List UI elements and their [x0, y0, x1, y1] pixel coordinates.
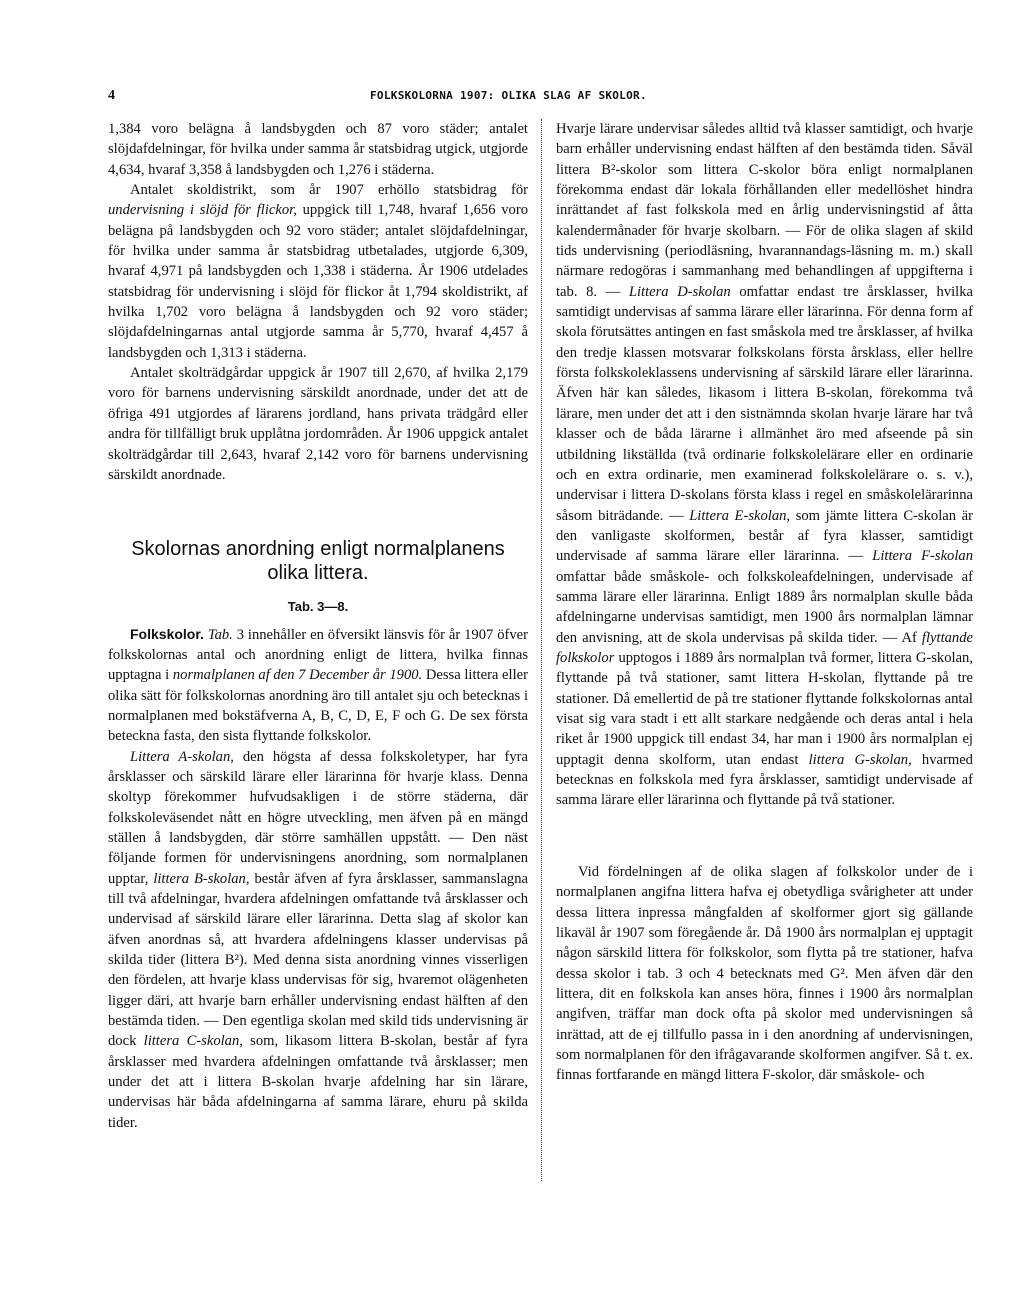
italic-text: Littera E-skolan,: [689, 507, 791, 524]
paragraph: 1,384 voro belägna å landsbygden och 87 voro städer; antalet slöjdafdelningar, för hvilka under samma år statsbidrag utgick, utgjorde 4,634, hvaraf 3,358 å landsbygden och 1,276 i städerna.: [108, 121, 528, 178]
text-run: omfattar både småskole- och folkskoleafdelningen, undervisade af samma lärare eller lärarinna. Enligt 1889 års normalplan skulle båda afdelningarne undervisas samtidigt, men 1900 års normalplan lämnar den anvisning, att de skola undervisas på skilda tider. — Af: [556, 568, 973, 646]
italic-text: littera B-skolan,: [153, 870, 250, 887]
text-run: den högsta af dessa folkskoletyper, har fyra årsklasser och särskild lärare eller lärarinna för hvarje klass. Denna skoltyp förekommer hufvudsakligen i de större städerna, där folkskoleväsendet nått en högre utveckling, men äfven på en mängd ställen å landsbygden, där större samhällen uppstått. — Den näst följande formen för undervisningens anordning, som normalplanen upptar,: [108, 748, 528, 887]
paragraph: [108, 180, 528, 363]
text-run: uppgick till 1,748, hvaraf 1,656 voro belägna på landsbygden och 92 voro städer; antalet slöjdafdelningar, för hvilka under samma år statsbidrag utbetalades, utgjorde 6,309, hvaraf 4,971 på landsbygden och 1,338 i städerna. År 1906 utdelades statsbidrag för undervisning i slöjd för flickor åt 1,794 skoldistrikt, af hvilka 1,702 voro belägna å landsbygden och 92 voro städer; slöjdafdelningarnas antal utgjorde samma år 5,770, hvaraf 4,457 å landsbygden och 1,313 i städerna.: [108, 202, 529, 361]
column-divider: [541, 119, 542, 1181]
text-run: 3 innehåller en öfversikt länsvis för år 1907 öfver folkskolornas antal och anordning enligt de littera, hvilka finnas upptagna i: [108, 626, 528, 684]
right-column-bottom: [556, 862, 973, 1086]
run-in-heading: Folkskolor.: [130, 625, 204, 642]
text-run: består äfven af fyra årsklasser, sammanslagna till två afdelningar, hvardera afdelningen omfattande två årsklasser och undervisad af särskild lärare eller lärarinna. Detta slag af skolor kan äfven anordnas så, att hvardera afdelningens klasser undervisas på skilda tider (littera B²). Med denna sista anordning vinnes visserligen den fördelen, att hvarje klass undervisas för sig, hvaremot olägenheten ligger däri, att hvarje barn erhåller undervisning endast hälften af den bestämda tiden. — Den egentliga skolan med skild tids undervisning är dock: [108, 870, 528, 1050]
text-run: hvarmed betecknas en folkskola med fyra årsklasser, samtidigt undervisade af samma lärare eller lärarinna och flyttande på två stationer.: [556, 751, 973, 809]
text-run: omfattar endast tre årsklasser, hvilka samtidigt undervisas af samma lärare eller lärarinna. För denna form af skola förutsättes antingen en fast småskola med tre årsklasser, af hvilka den tredje klassen motsvarar folkskolans första årsklass, eller hellre första folkskoleklassens undervisning af särskild lärare eller lärarinna. Äfven här kan således, likasom i littera B-skolan, förekomma två lärare, men under det att i den sistnämnda skolan hvarje lärare har två klasser och de båda lärarne i allmänhet äro med afseende på sin utbildning likställda (två ordinarie folkskolelärare eller en ordinarie och en extra ordinarie, men examinerad folkskolelärare o. s. v.), undervisar i littera D-skolans första klass i regel en småskolelärarinna såsom biträdande. —: [556, 283, 974, 524]
paragraph: [108, 747, 528, 1134]
paragraph: [556, 119, 973, 811]
paragraph: Vid fördelningen af de olika slagen af folkskolor under de i normalplanen angifna littera hafva ej obetydliga svårigheter att under dessa littera inpressa mångfalden af skolformer gjort sig gällande likaväl år 1907 som föregående år. Då 1900 års normalplan ej upptagit någon särskild littera för folkskolor, som flytta på tre stationer, hafva dessa skolor i tab. 3 och 4 betecknats med G². Men äfven där den littera, dit en folkskola kan anses höra, finnes i 1900 års normalplan angifven, träffar man dock ofta på skolor med undervisningen så inrättad, att de ej tillfullo passa in i den anordning af undervisningen, som normalplanen för den ifrågavarande skolformen angifver. Så t. ex. finnas fortfarande en mängd littera F-skolor, där småskole- och: [556, 864, 973, 1084]
italic-text: littera C-skolan,: [143, 1033, 243, 1050]
text-run: som, likasom littera B-skolan, består af fyra årsklasser med hvardera afdelningen omfattande två årsklasser; men under det att i littera B-skolan hvarje afdelning har sin lärare, undervisas här båda afdelningarna af samma lärare, ehuru på skilda tider.: [108, 1033, 528, 1131]
italic-text: flyttande folkskolor: [556, 629, 973, 666]
text-run: Dessa littera eller olika sätt för folkskolornas anordning äro till antalet sju och betecknas i normalplanen med bokstäfverna A, B, C, D, E, F och G. De sex första beteckna fasta, den sista flyttande folkskolor.: [108, 667, 528, 745]
text-run: Hvarje lärare undervisar således alltid två klasser samtidigt, och hvarje barn erhåller undervisning endast hälften af den bestämda tiden. Såväl littera B²-skolor som littera C-skolor böra enligt normalplanen förekomma endast där lokala förhållanden eller medellöshet hindra inrättandet af fast folkskola med en årlig undervisningstid af åtta kalendermånader för hvarje skolbarn. — För de olika slagen af skild tids undervisning (periodläsning, hvarannandags-läsning m. m.) skall närmare redogöras i sammanhang med behandlingen af uppgifterna i tab. 8. —: [556, 121, 973, 300]
italic-text: undervisning i slöjd för flickor,: [108, 202, 297, 219]
section-heading: Skolornas anordning enligt normalplanens olika littera.: [131, 538, 505, 585]
page-number: 4: [108, 88, 115, 103]
italic-text: Littera D-skolan: [628, 283, 731, 300]
italic-text: littera G-skolan,: [808, 751, 912, 768]
paragraph: Antalet skolträdgårdar uppgick år 1907 till 2,670, af hvilka 2,179 voro för barnens undervisning särskildt anordnade, under det att de öfriga 491 utgjordes af lärarens jordland, hans privata trädgård eller andra för tillfälligt bruk upplåtna jordområden. År 1906 uppgick antalet skolträdgårdar till 2,643, hvaraf 2,142 voro för barnens undervisning särskildt anordnade.: [108, 365, 528, 483]
left-column: [108, 119, 528, 1133]
italic-text: Tab.: [207, 626, 233, 643]
italic-text: Littera F-skolan: [872, 548, 973, 565]
table-reference: Tab. 3—8.: [287, 599, 349, 615]
right-column-top: [556, 119, 973, 811]
text-run: som jämte littera C-skolan är den vanligaste skolformen, består af fyra klasser, samtidigt undervisade af samma lärare eller lärarinna. —: [556, 507, 973, 565]
page-header: [108, 88, 928, 108]
paragraph: [108, 624, 528, 747]
running-title: FOLKSKOLORNA 1907: OLIKA SLAG AF SKOLOR.: [370, 89, 647, 102]
italic-text: Littera A-skolan,: [130, 748, 234, 765]
text-run: upptogos i 1889 års normalplan två former, littera G-skolan, flyttande på två stationer, samt littera H-skolan, flyttande på tre stationer. Då emellertid de på tre stationer flyttande folkskolornas antal visat sig vara stadt i ett allt starkare nedgående och deras antal i hela riket år 1900 uppgick till endast 34, har man i 1900 års normalplan ej upptagit denna skolform, utan endast: [556, 649, 973, 768]
text-run: Antalet skoldistrikt, som år 1907 erhöllo statsbidrag för: [130, 182, 528, 199]
italic-text: normalplanen af den 7 December år 1900.: [172, 667, 423, 684]
